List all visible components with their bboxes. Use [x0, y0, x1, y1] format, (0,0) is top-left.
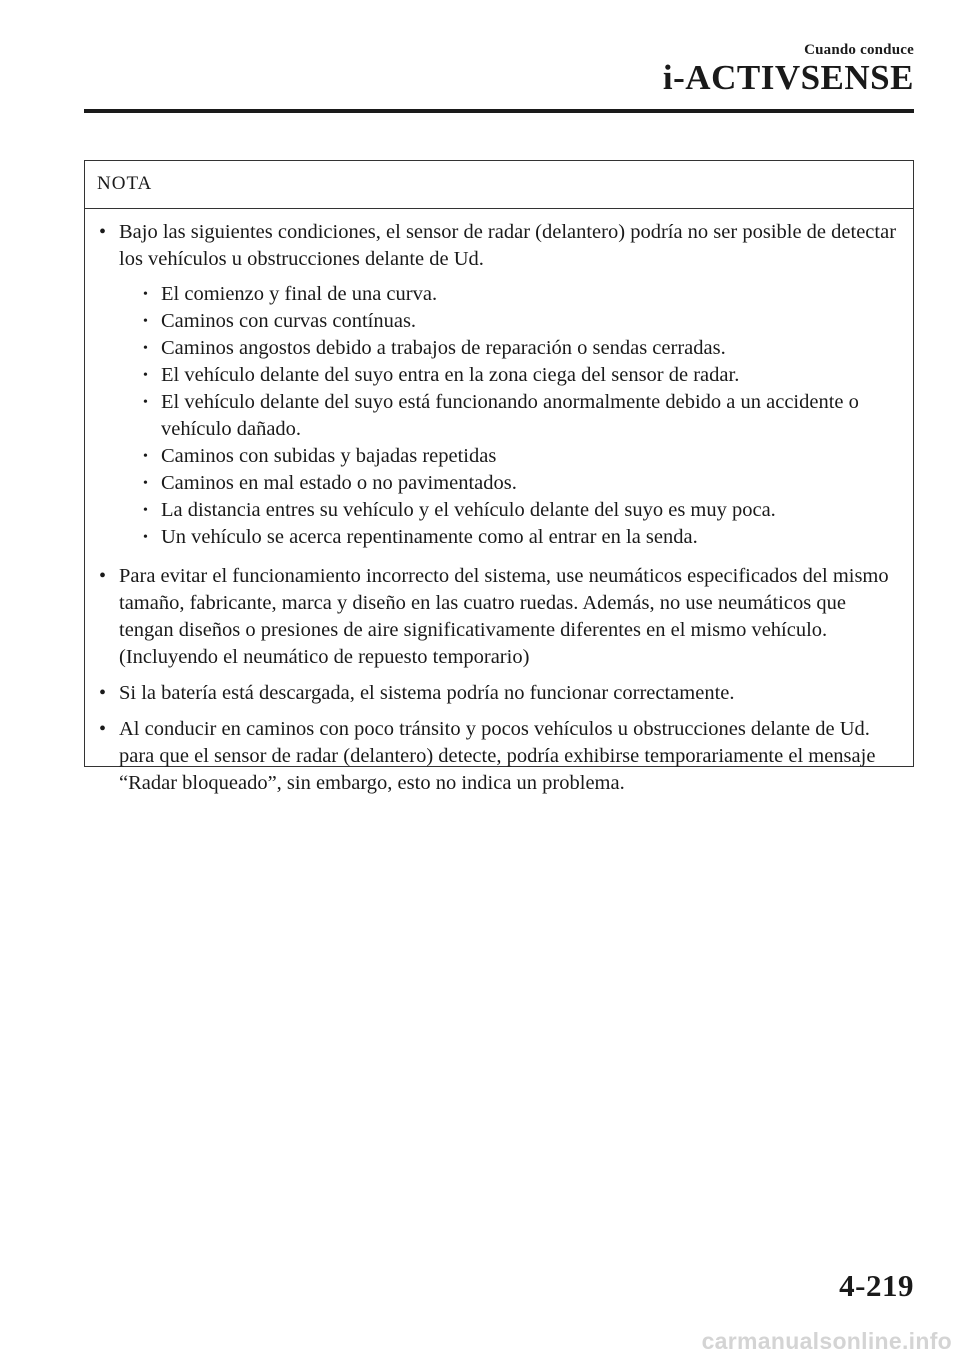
note-body	[85, 209, 913, 797]
sub-item-text: Caminos con subidas y bajadas repetidas	[161, 445, 497, 467]
sub-item-text: Caminos angostos debido a trabajos de reparación o sendas cerradas.	[161, 337, 726, 359]
note-box	[84, 160, 914, 794]
bullet-icon: •	[99, 682, 107, 704]
sub-bullet-icon: •	[143, 449, 148, 464]
page-number: 4-219	[839, 1268, 914, 1303]
sub-item	[119, 335, 903, 362]
sub-item	[119, 308, 903, 335]
sub-bullet-icon: •	[143, 341, 148, 356]
note-item-text: Bajo las siguientes condiciones, el sensor de radar (delantero) podría no ser posible de detectar los vehículos u obstrucciones delante de Ud.	[119, 221, 897, 270]
sub-item-text: El comienzo y final de una curva.	[161, 283, 438, 305]
section-title: Cuando conduce	[804, 42, 914, 58]
sub-bullet-icon: •	[143, 287, 148, 302]
sub-item-text: Caminos en mal estado o no pavimentados.	[161, 472, 517, 494]
sub-item	[119, 497, 903, 524]
sub-item-text: La distancia entres su vehículo y el vehículo delante del suyo es muy poca.	[161, 499, 776, 521]
bullet-icon: •	[99, 221, 107, 243]
sub-item	[119, 389, 903, 443]
sub-item	[119, 470, 903, 497]
watermark-text: carmanualsonline.info	[701, 1328, 952, 1354]
sub-item	[119, 281, 903, 308]
sub-item-text: Un vehículo se acerca repentinamente como al entrar en la senda.	[161, 526, 698, 548]
sub-list	[119, 281, 903, 551]
note-title: NOTA	[85, 161, 913, 209]
sub-item-text: El vehículo delante del suyo está funcionando anormalmente debido a un accidente o vehículo dañado.	[161, 391, 859, 440]
sub-item-text: Caminos con curvas contínuas.	[161, 310, 417, 332]
note-item	[97, 563, 903, 671]
sub-bullet-icon: •	[143, 476, 148, 491]
note-item-text: Para evitar el funcionamiento incorrecto del sistema, use neumáticos especificados del mismo tamaño, fabricante, marca y diseño en las cuatro ruedas. Además, no use neumáticos que tengan diseños o presiones de aire significativamente diferentes en el mismo vehículo. (Incluyendo el neumático de repuesto temporario)	[119, 565, 889, 668]
sub-bullet-icon: •	[143, 503, 148, 518]
bullet-icon: •	[99, 718, 107, 740]
note-item-text: Si la batería está descargada, el sistema podría no funcionar correctamente.	[119, 682, 735, 704]
sub-item	[119, 362, 903, 389]
sub-bullet-icon: •	[143, 395, 148, 410]
header-divider	[84, 109, 914, 113]
note-item-text: Al conducir en caminos con poco tránsito y pocos vehículos u obstrucciones delante de Ud. para que el sensor de radar (delantero) detecte, podría exhibirse temporariamente el mensaje “Radar bloqueado”, sin embargo, esto no indica un problema.	[119, 718, 876, 794]
chapter-title: i-ACTIVSENSE	[662, 58, 914, 97]
sub-item	[119, 443, 903, 470]
sub-item-text: El vehículo delante del suyo entra en la zona ciega del sensor de radar.	[161, 364, 740, 386]
sub-bullet-icon: •	[143, 530, 148, 545]
note-item	[97, 680, 903, 707]
note-item	[97, 716, 903, 797]
note-item	[97, 219, 903, 551]
sub-bullet-icon: •	[143, 368, 148, 383]
sub-item	[119, 524, 903, 551]
sub-bullet-icon: •	[143, 314, 148, 329]
bullet-icon: •	[99, 565, 107, 587]
